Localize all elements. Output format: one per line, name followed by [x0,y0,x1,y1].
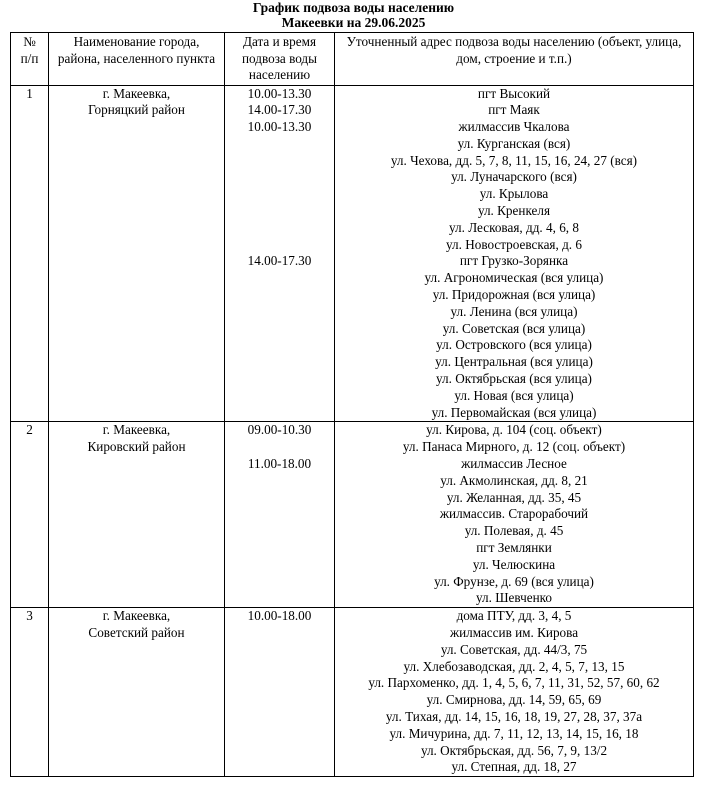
district-cell [49,85,225,422]
address-line: ул. Кренкеля [477,203,551,219]
row-number: 2 [11,422,49,608]
address-line: ул. Челюскина [472,556,556,572]
time-slot: 11.00-18.00 [247,456,312,472]
address-line: жилмассив Чкалова [458,119,570,135]
time-spacer [227,237,332,254]
table-header-row [11,33,694,86]
table-body [11,85,694,777]
time-slot: 14.00-17.30 [247,253,312,269]
address-line: пгт Землянки [476,540,552,556]
address-line: дома ПТУ, дд. 3, 4, 5 [456,608,572,624]
header-num-line-1: № [23,34,36,49]
address-line: ул. Желанная, дд. 35, 45 [446,489,582,505]
address-line: ул. Октябрьская (вся улица) [436,371,592,387]
address-line: ул. Новая (вся улица) [454,387,574,403]
address-line: пгт Грузко-Зорянка [459,253,569,269]
address-line: ул. Тихая, дд. 14, 15, 16, 18, 19, 27, 28, 37, 37а [385,708,643,724]
address-line: ул. Шевченко [476,590,552,606]
address-cell [335,85,694,422]
district-line: г. Макеевка, [102,608,171,624]
address-line: ул. Лесковая, дд. 4, 6, 8 [449,219,579,235]
time-slot: 10.00-13.30 [247,119,312,135]
time-slot: 10.00-18.00 [247,608,312,624]
time-cell [225,422,335,608]
address-line: ул. Октябрьская, дд. 56, 7, 9, 13/2 [420,742,608,758]
table-row [11,422,694,608]
time-cell [225,85,335,422]
address-line: ул. Советская (вся улица) [442,320,586,336]
address-line: жилмассив. Старорабочий [439,506,589,522]
address-line: ул. Агрономическая (вся улица) [424,270,604,286]
time-spacer [227,220,332,237]
table-row [11,85,694,422]
time-spacer [227,186,332,203]
time-cell [225,608,335,777]
address-line: ул. Чехова, дд. 5, 7, 8, 11, 15, 16, 24, 27 (вся) [390,152,638,168]
address-line: ул. Центральная (вся улица) [435,354,593,370]
address-line: ул. Степная, дд. 18, 27 [451,759,577,775]
address-line: ул. Островского (вся улица) [436,337,592,353]
address-line: ул. Мичурина, дд. 7, 11, 12, 13, 14, 15, 16, 18 [389,725,639,741]
title-line-2: Макеевки на 29.06.2025 [281,15,426,30]
address-line: ул. Придорожная (вся улица) [432,287,596,303]
time-spacer [227,153,332,170]
water-schedule-table [10,32,694,777]
row-number: 1 [11,85,49,422]
header-num [11,33,49,86]
address-line: ул. Ленина (вся улица) [450,303,578,319]
address-line: ул. Хлебозаводская, дд. 2, 4, 5, 7, 13, 15 [403,658,625,674]
time-spacer [227,203,332,220]
time-slot: 10.00-13.30 [247,85,312,101]
address-line: ул. Акмолинская, дд. 8, 21 [440,472,588,488]
district-cell [49,608,225,777]
title-line-1: График подвоза воды населению [252,0,455,15]
address-line: жилмассив Лесное [461,456,567,472]
district-line: Горняцкий район [88,102,185,118]
district-cell [49,422,225,608]
header-address: Уточненный адрес подвоза воды населению (объект, улица, дом, строение и т.п.) [335,33,694,86]
address-line: ул. Курганская (вся) [457,135,571,151]
address-line: пгт Высокий [477,85,551,101]
address-line: ул. Пархоменко, дд. 1, 4, 5, 6, 7, 11, 31, 52, 57, 60, 62 [368,675,660,691]
time-spacer [227,169,332,186]
time-spacer [227,439,332,456]
address-line: пгт Маяк [488,102,540,118]
address-cell [335,422,694,608]
address-line: ул. Советская, дд. 44/3, 75 [440,641,588,657]
header-district: Наименование города, района, населенного пункта [49,33,225,86]
address-line: жилмассив им. Кирова [449,625,579,640]
address-line: ул. Первомайская (вся улица) [431,404,597,420]
address-line: ул. Крылова [479,186,549,202]
table-row [11,608,694,777]
district-line: Советский район [88,625,185,640]
time-slot: 14.00-17.30 [247,102,312,118]
address-line: ул. Луначарского (вся) [451,169,577,185]
header-time: Дата и время подвоза воды населению [225,33,335,86]
header-num-line-2: п/п [20,50,39,66]
address-line: ул. Панаса Мирного, д. 12 (соц. объект) [402,439,626,455]
address-line: ул. Новостроевская, д. 6 [446,236,582,252]
address-line: ул. Полевая, д. 45 [464,523,564,539]
document-title [0,0,707,30]
district-line: г. Макеевка, [102,422,171,438]
time-slot: 09.00-10.30 [247,422,312,438]
address-cell [335,608,694,777]
address-line: ул. Смирнова, дд. 14, 59, 65, 69 [426,692,602,708]
district-line: Кировский район [87,439,186,455]
address-line: ул. Кирова, д. 104 (соц. объект) [426,422,602,438]
address-line: ул. Фрунзе, д. 69 (вся улица) [434,573,594,589]
row-number: 3 [11,608,49,777]
time-spacer [227,136,332,153]
district-line: г. Макеевка, [102,85,171,101]
